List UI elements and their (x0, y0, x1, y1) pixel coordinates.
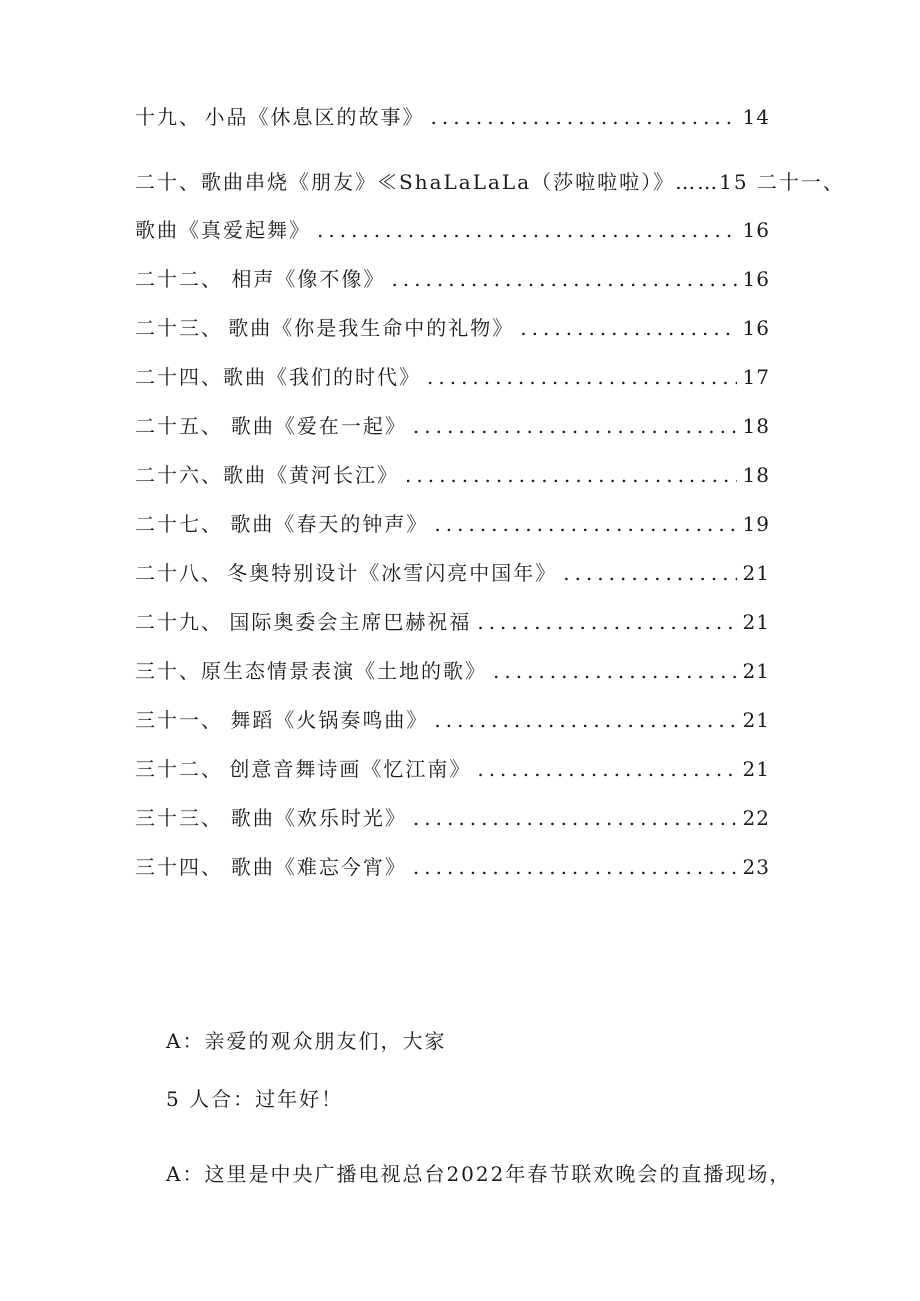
toc-page-number: 22 (742, 806, 770, 830)
toc-leader-dots (434, 706, 736, 734)
toc-number: 二十八、 (135, 561, 223, 585)
toc-page-number: 19 (742, 512, 770, 536)
toc-entry (135, 706, 770, 734)
toc-title: 歌曲《爱在一起》 (230, 414, 407, 438)
toc-page-number: 21 (742, 610, 770, 634)
toc-entry-20-line: 二十、歌曲串烧《朋友》≪ShaLaLaLa（莎啦啦啦）》……15 二十一、 (135, 170, 845, 194)
toc-leader-dots (434, 510, 736, 538)
toc-title: 歌曲《我们的时代》 (223, 365, 421, 389)
toc-page-number: 18 (742, 414, 770, 438)
toc-title: 舞蹈《火锅奏鸣曲》 (230, 708, 429, 732)
toc-entry (135, 510, 770, 538)
toc-entry (135, 853, 770, 881)
toc-number: 二十七、 (135, 512, 223, 536)
toc-page-number: 16 (742, 316, 770, 340)
toc-page-number: 18 (742, 463, 770, 487)
toc-title: 国际奥委会主席巴赫祝福 (229, 610, 472, 634)
toc-leader-dots (405, 461, 737, 489)
toc-title: 冬奥特别设计《冰雪闪亮中国年》 (227, 561, 558, 585)
toc-entry (135, 608, 770, 636)
toc-entry (135, 559, 770, 587)
toc-leader-dots (493, 657, 737, 685)
toc-number: 二十六、 (135, 463, 223, 487)
toc-number: 三十三、 (135, 806, 223, 830)
toc-page-number: 21 (742, 561, 770, 585)
toc-entry (135, 461, 770, 489)
toc-leader-dots (427, 363, 737, 391)
toc-entry (135, 363, 770, 391)
toc-number: 二十五、 (135, 414, 223, 438)
toc-number: 二十二、 (135, 267, 223, 291)
toc-page-number: 16 (742, 218, 770, 242)
toc-page-number: 21 (742, 708, 770, 732)
toc-title: 小品《休息区的故事》 (204, 105, 425, 129)
toc-title: 原生态情景表演《土地的歌》 (201, 659, 487, 683)
toc-title: 歌曲《欢乐时光》 (230, 806, 407, 830)
toc-page-number: 14 (742, 105, 770, 129)
toc-number: 三十二、 (135, 757, 223, 781)
toc-number: 二十九、 (135, 610, 223, 634)
toc-entry-19 (135, 103, 770, 131)
toc-title: 歌曲《黄河长江》 (223, 463, 399, 487)
toc-number: 三十四、 (135, 855, 223, 879)
toc-page-number: 16 (742, 267, 770, 291)
toc-number: 十九、 (135, 105, 201, 129)
toc-leader-dots (520, 314, 736, 342)
toc-entry (135, 755, 770, 783)
toc-title: 歌曲《春天的钟声》 (230, 512, 429, 536)
toc-leader-dots (431, 103, 737, 131)
toc-leader-dots (477, 608, 736, 636)
toc-entry (135, 804, 770, 832)
toc-entry-21 (135, 216, 770, 244)
toc-number: 三十、 (135, 659, 201, 683)
toc-entry (135, 412, 770, 440)
toc-page-number: 21 (742, 659, 770, 683)
dialogue-line-greeting: A：亲爱的观众朋友们，大家 (166, 1029, 447, 1053)
toc-page-number: 23 (742, 855, 770, 879)
toc-entry (135, 265, 770, 293)
toc-leader-dots (413, 853, 737, 881)
toc-leader-dots (317, 216, 737, 244)
toc-title: 相声《像不像》 (231, 267, 386, 291)
dialogue-line-intro: A：这里是中央广播电视总台2022年春节联欢晚会的直播现场， (166, 1162, 792, 1186)
toc-entry (135, 314, 770, 342)
toc-page-number: 17 (742, 365, 770, 389)
toc-number: 二十三、 (135, 316, 223, 340)
toc-leader-dots (477, 755, 736, 783)
toc-title: 歌曲《你是我生命中的礼物》 (228, 316, 515, 340)
toc-leader-dots (413, 412, 737, 440)
toc-leader-dots (391, 265, 736, 293)
toc-title: 歌曲《难忘今宵》 (230, 855, 407, 879)
toc-leader-dots (563, 559, 736, 587)
toc-entry (135, 657, 770, 685)
toc-number: 三十一、 (135, 708, 223, 732)
toc-page-number: 21 (742, 757, 770, 781)
toc-number: 二十四、 (135, 365, 223, 389)
toc-title: 歌曲《真爱起舞》 (135, 218, 311, 242)
toc-title: 创意音舞诗画《忆江南》 (229, 757, 472, 781)
toc-leader-dots (413, 804, 737, 832)
dialogue-line-chorus: 5 人合：过年好！ (166, 1087, 344, 1111)
